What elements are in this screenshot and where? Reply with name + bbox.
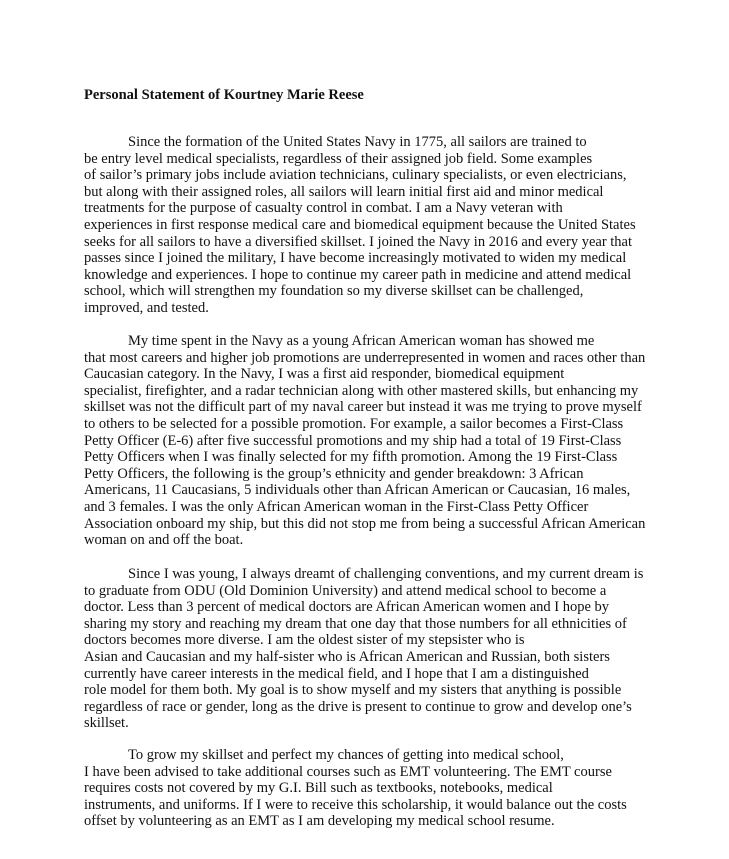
paragraph-line: sharing my story and reaching my dream that one day that those numbers for all ethnicities of	[84, 615, 627, 632]
paragraph-line: currently have career interests in the medical field, and I hope that I am a distinguished	[84, 665, 589, 682]
paragraph-line: To grow my skillset and perfect my chances of getting into medical school,	[128, 747, 564, 763]
paragraph-4	[84, 747, 627, 830]
paragraph-line: of sailor’s primary jobs include aviation technicians, culinary specialists, or even electricians,	[84, 167, 627, 184]
paragraph-line: be entry level medical specialists, regardless of their assigned job field. Some examples	[84, 150, 593, 167]
paragraph-line: Petty Officers, the following is the group’s ethnicity and gender breakdown: 3 African	[84, 465, 584, 482]
paragraph-1	[84, 134, 636, 317]
paragraph-line: role model for them both. My goal is to show myself and my sisters that anything is possible	[84, 682, 622, 699]
paragraph-line: Since the formation of the United States Navy in 1775, all sailors are trained to	[128, 134, 587, 150]
paragraph-line: offset by volunteering as an EMT as I am developing my medical school resume.	[84, 813, 555, 830]
paragraph-line: treatments for the purpose of casualty control in combat. I am a Navy veteran with	[84, 200, 563, 217]
paragraph-line: school, which will strengthen my foundation so my diverse skillset can be challenged,	[84, 283, 584, 300]
paragraph-line: I have been advised to take additional courses such as EMT volunteering. The EMT course	[84, 763, 612, 780]
paragraph-2	[84, 333, 645, 549]
paragraph-line: passes since I joined the military, I have become increasingly motivated to widen my medical	[84, 250, 627, 267]
paragraph-line: seeks for all sailors to have a diversified skillset. I joined the Navy in 2016 and every year that	[84, 233, 633, 250]
document-title: Personal Statement of Kourtney Marie Reese	[84, 87, 364, 103]
paragraph-line: specialist, firefighter, and a radar technician along with other mastered skills, but enhancing my	[84, 382, 639, 399]
paragraph-line: Association onboard my ship, but this did not stop me from being a successful African American	[84, 515, 646, 532]
paragraph-3	[84, 566, 643, 732]
paragraph-line: that most careers and higher job promotions are underrepresented in women and races other than	[84, 349, 646, 366]
paragraph-line: but along with their assigned roles, all sailors will learn initial first aid and minor medical	[84, 183, 604, 200]
paragraph-line: experiences in first response medical care and biomedical equipment because the United States	[84, 216, 636, 233]
paragraph-line: doctors becomes more diverse. I am the oldest sister of my stepsister who is	[84, 632, 525, 649]
paragraph-line: Americans, 11 Caucasians, 5 individuals other than African American or Caucasian, 16 males,	[84, 482, 631, 499]
paragraph-line: requires costs not covered by my G.I. Bill such as textbooks, notebooks, medical	[84, 780, 553, 797]
paragraph-line: Caucasian category. In the Navy, I was a first aid responder, biomedical equipment	[84, 366, 565, 383]
paragraph-line: to others to be selected for a possible promotion. For example, a sailor becomes a First-Class	[84, 415, 624, 432]
paragraph-line: Since I was young, I always dreamt of challenging conventions, and my current dream is	[128, 566, 644, 582]
paragraph-line: skillset was not the difficult part of my naval career but instead it was me trying to prove myself	[84, 399, 642, 416]
paragraph-line: improved, and tested.	[84, 299, 209, 316]
paragraph-line: doctor. Less than 3 percent of medical doctors are African American women and I hope by	[84, 599, 610, 616]
paragraph-line: woman on and off the boat.	[84, 532, 244, 549]
paragraph-line: My time spent in the Navy as a young African American woman has showed me	[128, 333, 595, 349]
paragraph-line: to graduate from ODU (Old Dominion University) and attend medical school to become a	[84, 582, 607, 599]
paragraph-line: skillset.	[84, 715, 129, 732]
paragraph-line: Asian and Caucasian and my half-sister who is African American and Russian, both sisters	[84, 648, 610, 665]
paragraph-line: Petty Officer (E-6) after five successful promotions and my ship had a total of 19 First-Class	[84, 432, 622, 449]
paragraph-line: Petty Officers when I was finally selected for my fifth promotion. Among the 19 First-Class	[84, 449, 618, 466]
paragraph-line: regardless of race or gender, long as the drive is present to continue to grow and develop one’s	[84, 698, 632, 715]
paragraph-line: knowledge and experiences. I hope to continue my career path in medicine and attend medical	[84, 266, 632, 283]
paragraph-line: and 3 females. I was the only African American woman in the First-Class Petty Officer	[84, 498, 589, 515]
paragraph-line: instruments, and uniforms. If I were to receive this scholarship, it would balance out the costs	[84, 796, 627, 813]
